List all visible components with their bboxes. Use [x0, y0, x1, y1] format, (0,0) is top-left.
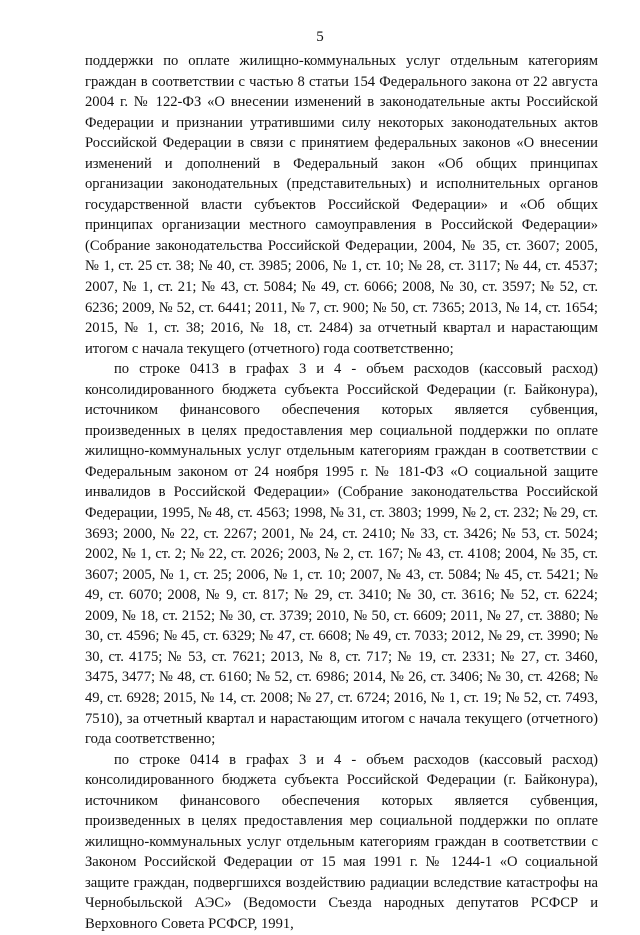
document-body: [85, 51, 598, 935]
page-number: 5: [316, 29, 324, 45]
paragraph-line-0414: по строке 0414 в графах 3 и 4 - объем расходов (кассовый расход) консолидированного бюджета субъекта Российской Федерации (г. Байконура), источником финансового обеспечения которых является субвенция, произведенных в целях предоставления мер социальной поддержки по оплате жилищно-коммунальных услуг отдельным категориям граждан в соответствии с Законом Российской Федерации от 15 мая 1991 г. № 1244-1 «О социальной защите граждан, подвергшихся воздействию радиации вследствие катастрофы на Чернобыльской АЭС» (Ведомости Съезда народных депутатов РСФСР и Верховного Совета РСФСР, 1991,: [85, 751, 598, 932]
paragraph-continuation: поддержки по оплате жилищно-коммунальных услуг отдельным категориям граждан в соответствии с частью 8 статьи 154 Федерального закона от 22 августа 2004 г. № 122-ФЗ «О внесении изменений в законодательные акты Российской Федерации и признании утратившими силу некоторых законодательных актов Российской Федерации в связи с принятием федеральных законов «О внесении изменений и дополнений в Федеральный закон «Об общих принципах организации законодательных (представительных) и исполнительных органов государственной власти субъектов Российской Федерации» и «Об общих принципах организации местного самоуправления в Российской Федерации» (Собрание законодательства Российской Федерации, 2004, № 35, ст. 3607; 2005, № 1, ст. 25 ст. 38; № 40, ст. 3985; 2006, № 1, ст. 10; № 28, ст. 3117; № 44, ст. 4537; 2007, № 1, ст. 21; № 43, ст. 5084; № 49, ст. 6066; 2008, № 30, ст. 3597; № 52, ст. 6236; 2009, № 52, ст. 6441; 2011, № 7, ст. 900; № 50, ст. 7365; 2013, № 14, ст. 1654; 2015, № 1, ст. 38; 2016, № 18, ст. 2484) за отчетный квартал и нарастающим итогом с начала текущего (отчетного) года соответственно;: [85, 53, 598, 357]
paragraph-line-0413: по строке 0413 в графах 3 и 4 - объем расходов (кассовый расход) консолидированного бюджета субъекта Российской Федерации (г. Байконура), источником финансового обеспечения которых является субвенция, произведенных в целях предоставления мер социальной поддержки по оплате жилищно-коммунальных услуг отдельным категориям граждан в соответствии с Федеральным законом от 24 ноября 1995 г. № 181-ФЗ «О социальной защите инвалидов в Российской Федерации» (Собрание законодательства Российской Федерации, 1995, № 48, ст. 4563; 1998, № 31, ст. 3803; 1999, № 2, ст. 232; № 29, ст. 3693; 2000, № 22, ст. 2267; 2001, № 24, ст. 2410; № 33, ст. 3426; № 53, ст. 5024; 2002, № 1, ст. 2; № 22, ст. 2026; 2003, № 2, ст. 167; № 43, ст. 4108; 2004, № 35, ст. 3607; 2005, № 1, ст. 25; 2006, № 1, ст. 10; 2007, № 43, ст. 5084; № 45, ст. 5421; № 49, ст. 6070; 2008, № 9, ст. 817; № 29, ст. 3410; № 30, ст. 3616; № 52, ст. 6224; 2009, № 18, ст. 2152; № 30, ст. 3739; 2010, № 50, ст. 6609; 2011, № 27, ст. 3880; № 30, ст. 4596; № 45, ст. 6329; № 47, ст. 6608; № 49, ст. 7033; 2012, № 29, ст. 3990; № 30, ст. 4175; № 53, ст. 7621; 2013, № 8, ст. 717; № 19, ст. 2331; № 27, ст. 3460, 3475, 3477; № 48, ст. 6160; № 52, ст. 6986; 2014, № 26, ст. 3406; № 30, ст. 4268; № 49, ст. 6928; 2015, № 14, ст. 2008; № 27, ст. 6724; 2016, № 1, ст. 19; № 52, ст. 7493, 7510), за отчетный квартал и нарастающим итогом с начала текущего (отчетного) года соответственно;: [85, 361, 598, 748]
